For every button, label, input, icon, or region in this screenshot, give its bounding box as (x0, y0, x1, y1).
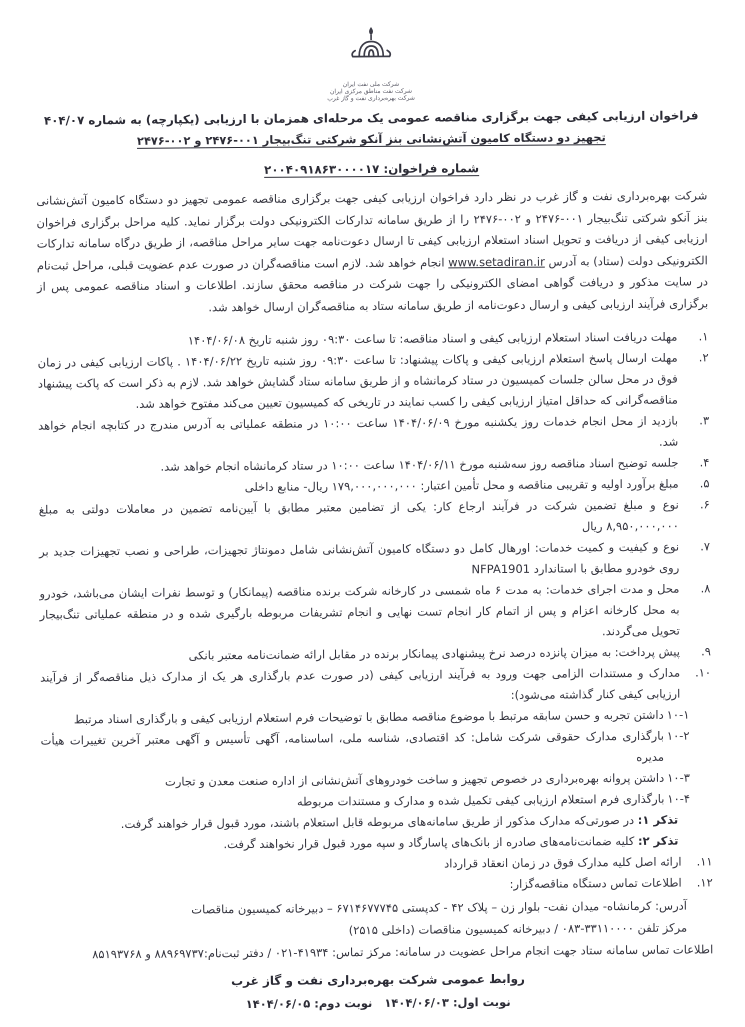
list-item-7-text: نوع و کیفیت و کمیت خدمات: اورهال کامل دو دستگاه کامیون آتش‌نشانی شامل دمونتاژ تجهیزات، طراحی و نصب تجهیزات جدید بر روی خودرو مطابق با استاندارد NFPA1901 (39, 539, 680, 576)
list-item-6-number: ۶. (699, 496, 710, 511)
list-item-2 (38, 347, 709, 415)
note-2-text: کلیه ضمانت‌نامه‌های صادره از بانک‌های پاسارگاد و سپه مورد قبول قرار نخواهند گرفت. (223, 833, 635, 851)
list-item-1-number: ۱. (698, 328, 709, 343)
contact-phone: مرکز تلفن ۳۳۱۱۰۰۰۰-۰۸۳ / دبیرخانه کمیسیون مناقصات (داخلی ۲۵۱۵) (348, 920, 688, 937)
contact-block (42, 894, 713, 965)
tender-reference-number: شماره فراخوان: ۲۰۰۴۰۹۱۸۶۳۰۰۰۰۱۷ (264, 161, 480, 177)
tender-title-line1: فراخوان ارزیابی کیفی جهت برگزاری مناقصه عمومی یک مرحله‌ای همزمان با ارزیابی (یکپارچه) به شماره ۴۰۴/۰۷ (43, 108, 699, 128)
list-item-12-number: ۱۲. (696, 874, 713, 889)
list-item-3-number: ۳. (699, 412, 710, 427)
list-item-7 (39, 536, 710, 583)
list-item-6 (39, 494, 710, 541)
sub-item-10-3-text: داشتن پروانه بهره‌برداری در خصوص تجهیز و ساخت خودروهای آتش‌نشانی از اداره صنعت معدن و تجارت (164, 770, 665, 789)
note-1-text: در صورتی‌که مدارک مذکور از طریق سامانه‌های مربوطه قابل استعلام باشند، مورد قبول قرار خواهند گرفت. (120, 812, 635, 831)
note-2-label: تذکر ۲: (637, 833, 679, 848)
sub-item-10-3-number: ‎۱۰-۳‎ (667, 770, 690, 785)
list-item-11-text: ارائه اصل کلیه مدارک فوق در زمان انعقاد قرارداد (444, 854, 682, 870)
list-item-10 (40, 662, 711, 709)
list-item-8-number: ۸. (700, 580, 711, 595)
list-item-2-text: مهلت ارسال پاسخ استعلام ارزیابی کیفی و پاکات پیشنهاد: تا ساعت ۰۹:۳۰ روز شنبه تاریخ ۱۴۰۴/۰۶/۲۲ . پاکات ارزیابی کیفی در زمان فوق در محل سالن جلسات کمیسیون در ستاد کرمانشاه و از طریق سامانه ستاد گشایش خواهد شد. لازم به ذکر است که پاکت پیشنهاد مناقصه‌گرانی که حداقل امتیاز ارزیابی کیفی را کسب نمایند در تاریخی که کمیسیون تعیین می‌کند مفتوح خواهد شد. (37, 350, 678, 411)
contact-address: آدرس: کرمانشاه- میدان نفت- بلوار زن – پلاک ۴۲ - کدپستی ۶۷۱۴۶۷۷۷۴۵ – دبیرخانه کمیسیون مناقصات (191, 898, 687, 916)
list-item-4-number: ۴. (699, 454, 710, 469)
intro-text-before-link: شرکت بهره‌برداری نفت و گاز غرب در نظر دارد فراخوان ارزیابی کیفی جهت برگزاری مناقصه عمومی تجهیز دو دستگاه کامیون آتش‌نشانی بنز آنکو شرکتی تنگ‌بیجار ‎۲۴۷۶-۰۰۱‎ و ‎۲۴۷۶-۰۰۲‎ را از طریق سامانه تدارکات الکترونیکی دولت برگزار نماید. کلیه مراحل برگزاری فراخوان ارزیابی کیفی از دریافت و تحویل اسناد استعلام ارزیابی کیفی تا ارسال دعوت‌نامه جهت سایر مراحل مناقصه، از طریق درگاه سامانه تدارکات الکترونیکی دولت (ستاد) به آدرس (36, 188, 708, 269)
sub-item-10-2-text: بارگذاری مدارک حقوقی شرکت شامل: کد اقتصادی، شناسه ملی، اساسنامه، آگهی تأسیس و آگهی معتبر آخرین تغییرات هیأت مدیره (40, 728, 665, 764)
note-1-label: تذکر ۱: (637, 812, 679, 827)
list-item-5-number: ۵. (699, 475, 710, 490)
org-line-2: شرکت نفت مناطق مرکزی ایران (329, 87, 413, 96)
intro-text-after-link: انجام خواهد شد. لازم است مناقصه‌گران در صورت عدم عضویت قبلی، مراحل ثبت‌نام در سایت مذکور و دریافت گواهی امضای الکترونیکی را جهت شرکت در مناقصه محقق سازند. اطلاعات و اسناد مناقصه عمومی پس از برگزاری فرآیند ارزیابی کیفی و ارسال دعوت‌نامه از طریق سامانه ستاد به مناقصه‌گران ارسال خواهد شد. (36, 254, 709, 314)
setadiran-url-link[interactable]: www.setadiran.ir (448, 254, 545, 269)
tender-title-line2: تجهیز دو دستگاه کامیون آتش‌نشانی بنز آنکو شرکتی تنگ‌بیجار ‎۲۴۷۶-۰۰۱‎ و ‎۲۴۷۶-۰۰۲‎ (136, 130, 606, 148)
sub-item-10-4-number: ‎۱۰-۴‎ (667, 791, 691, 806)
list-item-10-text: مدارک و مستندات الزامی جهت ورود به فرآیند ارزیابی کیفی (در صورت عدم بارگذاری هر یک از مدارک ذیل مناقصه‌گر از فرآیند ارزیابی کیفی کنار گذاشته می‌شود): (40, 665, 681, 702)
organization-lines (35, 78, 706, 104)
public-relations-signature: روابط عمومی شرکت بهره‌برداری نفت و گاز غرب (230, 971, 525, 988)
sub-item-10-2 (41, 725, 712, 772)
list-item-8 (39, 578, 710, 646)
list-item-1-text: مهلت دریافت اسناد استعلام ارزیابی کیفی و اسناد مناقصه: تا ساعت ۰۹:۳۰ روز شنبه تاریخ ۱۴۰۴/۰۶/۰۸ (187, 329, 678, 347)
sub-item-10-1-number: ‎۱۰-۱‎ (666, 707, 690, 722)
list-item-9-text: پیش پرداخت: به میزان پانزده درصد نرخ پیشنهادی پیمانکار برنده در مقابل ارائه ضمانت‌نامه معتبر بانکی (188, 644, 680, 662)
list-item-6-text: نوع و مبلغ تضمین شرکت در فرآیند ارجاع کار: یکی از تضامین معتبر مطابق با آیین‌نامه تضمین در معاملات دولتی به مبلغ ۸,۹۵۰,۰۰۰,۰۰۰ ریال (38, 497, 679, 533)
list-item-7-number: ۷. (700, 538, 711, 553)
list-item-3-text: بازدید از محل انجام خدمات روز یکشنبه مورخ ۱۴۰۴/۰۶/۰۹ ساعت ۱۰:۰۰ در منطقه عملیاتی به آدرس مندرج در کتابچه انجام خواهد شد. (38, 413, 679, 449)
list-item-3 (38, 410, 709, 457)
publication-dates: نوبت اول: ۱۴۰۴/۰۶/۰۳ نوبت دوم: ۱۴۰۴/۰۶/۰۵ (245, 994, 511, 1011)
list-item-2-number: ۲. (698, 349, 709, 364)
list-item-9-number: ۹. (701, 643, 711, 658)
contact-setad-support: اطلاعات تماس سامانه ستاد جهت انجام مراحل عضویت در سامانه: مرکز تماس: ۴۱۹۳۴-۰۲۱ / دفتر ثبت‌نام:۸۸۹۶۹۷۳۷ و ۸۵۱۹۳۷۶۸ (92, 941, 714, 961)
document-header (35, 23, 707, 104)
list-item-8-text: محل و مدت اجرای خدمات: به مدت ۶ ماه شمسی در کارخانه شرکت برنده مناقصه (پیمانکار) و توسط نفرات ایشان می‌باشد، خودرو به محل کارخانه اعزام و پس از اتمام کار انجام تست نهایی و انجام تشریفات مربوطه بارگیری شده و در منطقه عملیاتی تنگ‌بیجار تحویل می‌گردند. (39, 581, 680, 638)
list-item-5-text: مبلغ برآورد اولیه و تقریبی مناقصه و محل تأمین اعتبار: ۱۷۹,۰۰۰,۰۰۰,۰۰۰ ریال- منابع داخلی (244, 476, 679, 494)
org-line-1: شرکت ملی نفت ایران (342, 80, 400, 89)
intro-paragraph (36, 185, 708, 319)
sub-item-10-2-number: ‎۱۰-۲‎ (666, 728, 690, 743)
list-item-11-number: ۱۱. (696, 853, 713, 868)
nioc-derrick-flame-icon (343, 26, 397, 80)
tender-conditions-list (37, 326, 712, 898)
sub-item-10-1-text: داشتن تجربه و حسن سابقه مرتبط با موضوع مناقصه مطابق با توضیحات فرم استعلام ارزیابی کیفی و بارگذاری اسناد مرتبط (73, 707, 664, 726)
list-item-10-number: ۱۰. (695, 664, 712, 679)
sub-item-10-4-text: بارگذاری فرم استعلام ارزیابی کیفی تکمیل شده و مدارک و مستندات مربوطه (296, 791, 665, 809)
org-line-3: شرکت بهره‌برداری نفت و گاز غرب (327, 94, 415, 103)
list-item-4-text: جلسه توضیح اسناد مناقصه روز سه‌شنبه مورخ ۱۴۰۴/۰۶/۱۱ ساعت ۱۰:۰۰ در ستاد کرمانشاه انجام خواهد شد. (160, 455, 679, 474)
list-item-12-text: اطلاعات تماس دستگاه مناقصه‌گزار: (509, 875, 682, 891)
